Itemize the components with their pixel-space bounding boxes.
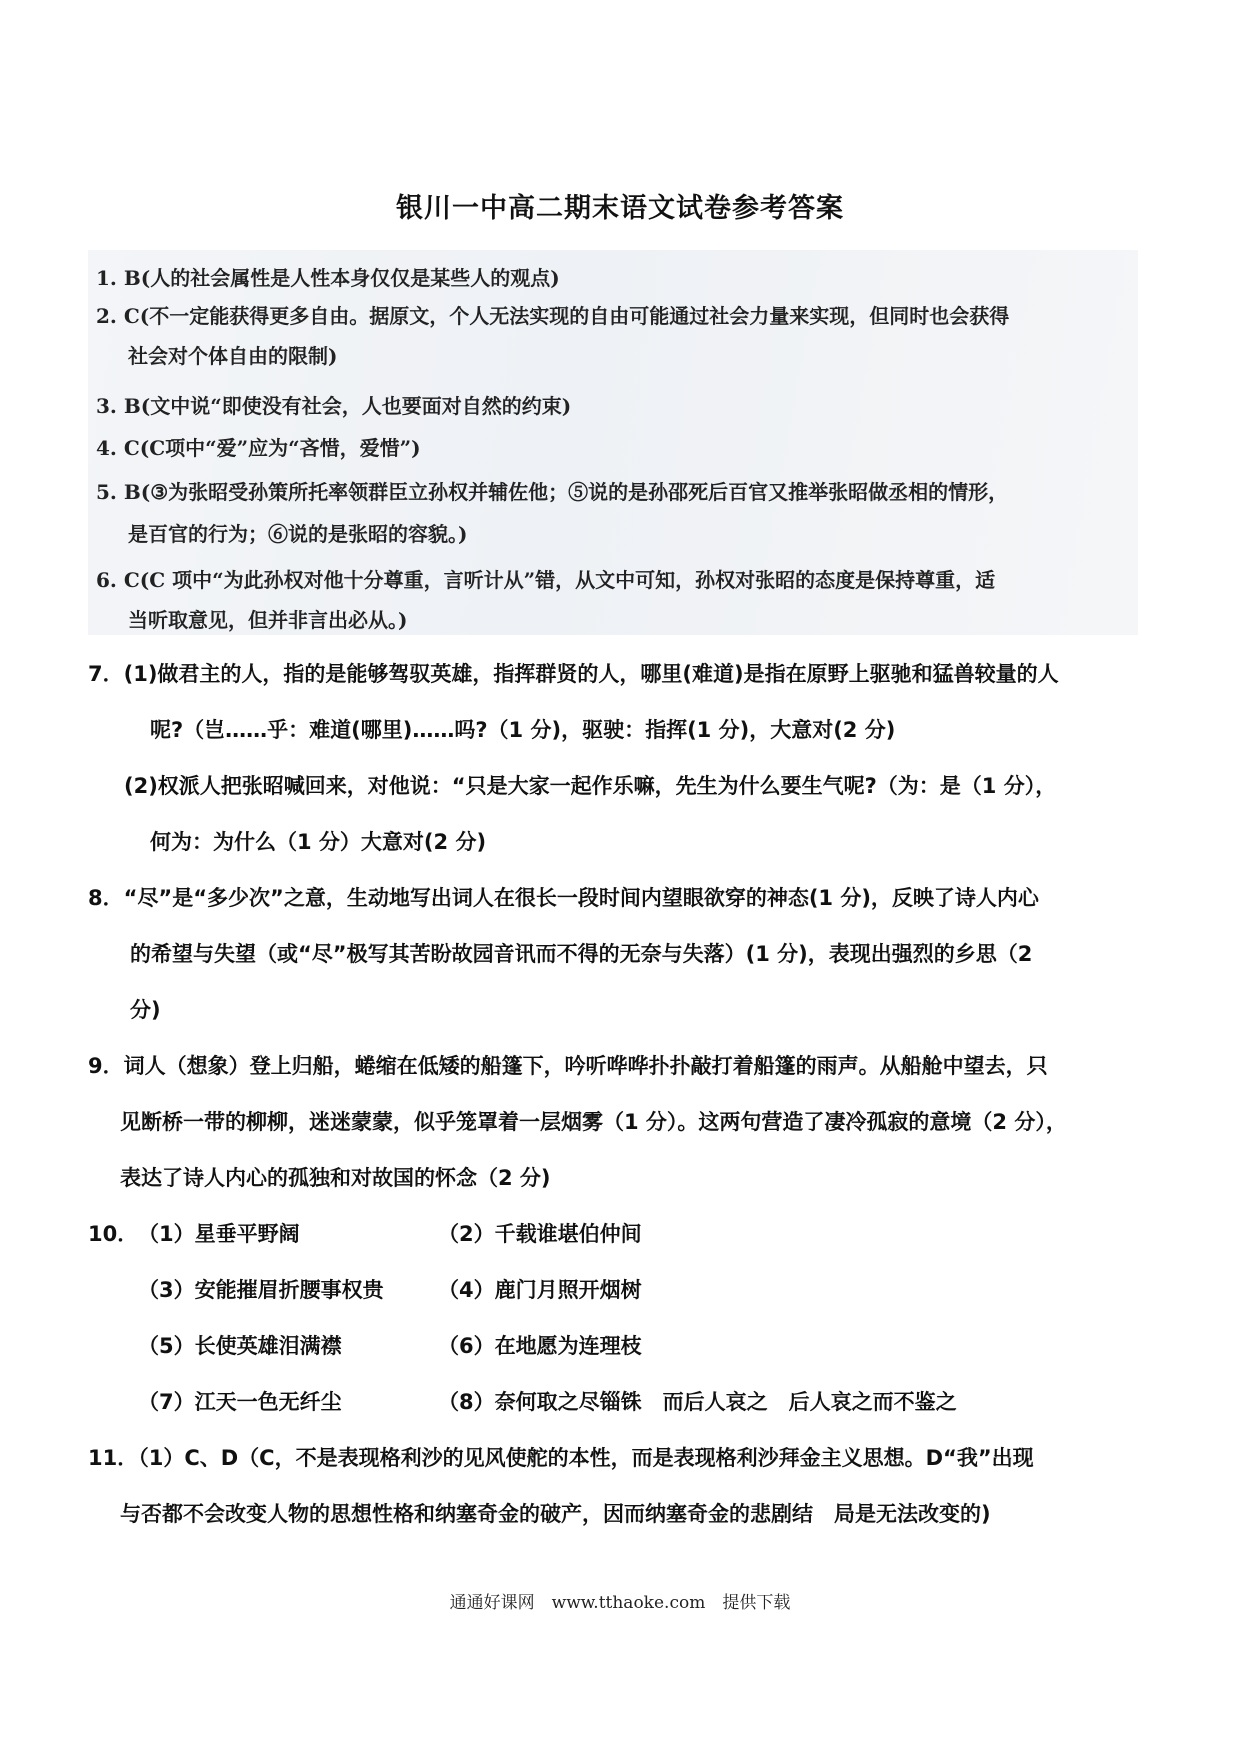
q10-item-7: （7）江天一色无纤尘 — [138, 1390, 342, 1414]
footer-download-note: 通通好课网 www.tthaoke.com 提供下载 — [449, 1593, 791, 1613]
answer-2: 2. C(不一定能获得更多自由。据原文，个人无法实现的自由可能通过社会力量来实现，但同时也会获得 — [96, 304, 1010, 328]
answer-5: 5. B(③为张昭受孙策所托率领群臣立孙权并辅佐他；⑤说的是孙邵死后百官又推举张昭做丞相的情形， — [96, 480, 1009, 504]
q8-line-3: 分) — [130, 998, 161, 1022]
q10-item-6: （6）在地愿为连理枝 — [438, 1334, 642, 1358]
q7-line-1: 7．(1)做君主的人，指的是能够驾驭英雄，指挥群贤的人，哪里(难道)是指在原野上驱驰和猛兽较量的人 — [88, 662, 1059, 686]
q7-line-3: (2)权派人把张昭喊回来，对他说：“只是大家一起作乐嘛，先生为什么要生气呢?（为：是（1 分）， — [124, 774, 1057, 798]
q9-line-1: 9．词人（想象）登上归船，蜷缩在低矮的船篷下，吟听哗哗扑扑敲打着船篷的雨声。从船舱中望去，只 — [88, 1054, 1048, 1078]
q7-line-2: 呢?（岂……乎：难道(哪里)……吗?（1 分)，驱驶：指挥(1 分)，大意对(2 分) — [150, 718, 896, 742]
answer-6-cont: 当听取意见，但并非言出必从。) — [128, 608, 408, 632]
q10-item-8: （8）奈何取之尽锱铢 而后人哀之 后人哀之而不鉴之 — [438, 1390, 957, 1414]
answer-2-cont: 社会对个体自由的限制) — [128, 344, 338, 368]
q10-item-2: （2）千载谁堪伯仲间 — [438, 1222, 642, 1246]
q9-line-3: 表达了诗人内心的孤独和对故国的怀念（2 分) — [120, 1166, 551, 1190]
q8-line-1: 8．“尽”是“多少次”之意，生动地写出词人在很长一段时间内望眼欲穿的神态(1 分)，反映了诗人内心 — [88, 886, 1039, 910]
page-title: 银川一中高二期末语文试卷参考答案 — [396, 193, 844, 224]
q10-number: 10． — [88, 1222, 139, 1246]
q10-item-3: （3）安能摧眉折腰事权贵 — [138, 1278, 384, 1302]
q10-item-5: （5）长使英雄泪满襟 — [138, 1334, 342, 1358]
q8-line-2: 的希望与失望（或“尽”极写其苦盼故园音讯而不得的无奈与失落）(1 分)，表现出强烈的乡思（2 — [130, 942, 1033, 966]
q9-line-2: 见断桥一带的柳柳，迷迷蒙蒙，似乎笼罩着一层烟雾（1 分）。这两句营造了凄冷孤寂的意境（2 分）， — [120, 1110, 1067, 1134]
answer-1: 1. B(人的社会属性是人性本身仅仅是某些人的观点) — [96, 266, 560, 290]
answer-3: 3. B(文中说“即使没有社会，人也要面对自然的约束) — [96, 394, 572, 418]
q7-line-4: 何为：为什么（1 分）大意对(2 分) — [150, 830, 487, 854]
answer-6: 6. C(C 项中“为此孙权对他十分尊重，言听计从”错，从文中可知，孙权对张昭的态度是保持尊重，适 — [96, 568, 996, 592]
q11-line-2: 与否都不会改变人物的思想性格和纳塞奇金的破产，因而纳塞奇金的悲剧结 局是无法改变的) — [120, 1502, 991, 1526]
q10-item-1: （1）星垂平野阔 — [138, 1222, 300, 1246]
answer-5-cont: 是百官的行为；⑥说的是张昭的容貌。) — [128, 522, 468, 546]
q11-line-1: 11．（1）C、D（C，不是表现格利沙的见风使舵的本性，而是表现格利沙拜金主义思想。D“我”出现 — [88, 1446, 1034, 1470]
answer-4: 4. C(C项中“爱”应为“吝惜，爱惜”) — [96, 436, 421, 460]
q10-item-4: （4）鹿门月照开烟树 — [438, 1278, 642, 1302]
